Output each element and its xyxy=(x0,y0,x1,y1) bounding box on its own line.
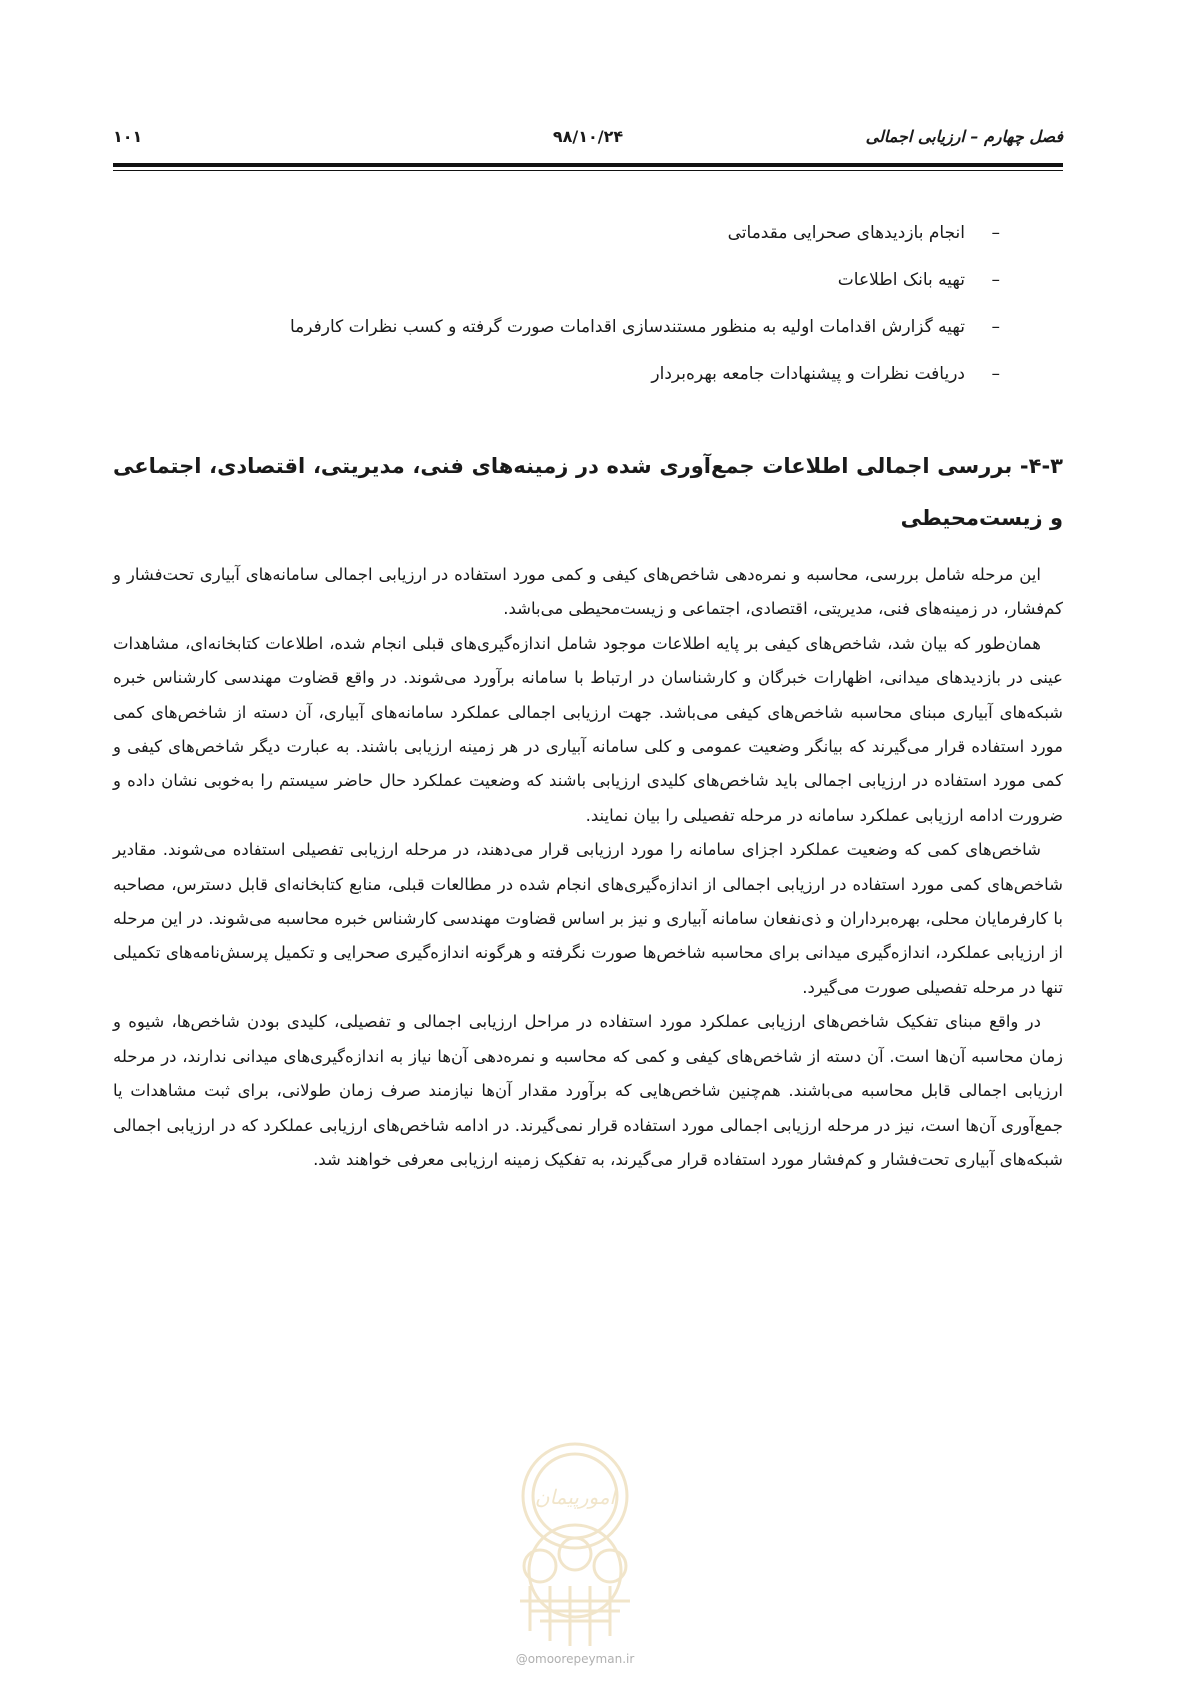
bullet-dash: – xyxy=(991,223,1000,243)
list-item xyxy=(140,312,1000,359)
chapter-title: فصل چهارم – ارزیابی اجمالی xyxy=(865,127,1063,146)
seal-text: امورپیمان xyxy=(534,1485,616,1509)
section-heading: ۴-۳- بررسی اجمالی اطلاعات جمع‌آوری شده در زمینه‌های فنی، مدیریتی، اقتصادی، اجتماعی و زیست‌محیطی xyxy=(113,454,1063,530)
list-item-text: تهیه گزارش اقدامات اولیه به منظور مستندسازی اقدامات صورت گرفته و کسب نظرات کارفرما xyxy=(289,317,965,337)
header-date: ۹۸/۱۰/۲۴ xyxy=(552,127,624,146)
bullet-dash: – xyxy=(991,317,1000,337)
header-rule-thick xyxy=(113,163,1063,167)
bullet-dash: – xyxy=(991,364,1000,384)
list-item xyxy=(140,218,1000,265)
paragraph: شاخص‌های کمی که وضعیت عملکرد اجزای سامانه را مورد ارزیابی قرار می‌دهند، در مرحله ارزیابی تفصیلی استفاده می‌شوند. مقادیر شاخص‌های کمی مورد استفاده در ارزیابی اجمالی از اندازه‌گیری‌های انجام شده در مطالعات قبلی، منابع کتابخانه‌ای قابل دسترس، مصاحبه با کارفرمایان محلی، بهره‌برداران و ذی‌نفعان سامانه آبیاری و نیز بر اساس قضاوت مهندسی کارشناس خبره محاسبه می‌شوند. در این مرحله از ارزیابی عملکرد، اندازه‌گیری میدانی برای محاسبه شاخص‌ها صورت نگرفته و هرگونه اندازه‌گیری صحرایی و تکمیل پرسش‌نامه‌های تکمیلی تنها در مرحله تفصیلی صورت می‌گیرد. xyxy=(113,840,1063,997)
paragraph: این مرحله شامل بررسی، محاسبه و نمره‌دهی شاخص‌های کیفی و کمی مورد استفاده در ارزیابی اجمالی سامانه‌های آبیاری تحت‌فشار و کم‌فشار، در زمینه‌های فنی، مدیریتی، اقتصادی، اجتماعی و زیست‌محیطی می‌باشد. xyxy=(113,565,1063,619)
running-header xyxy=(113,127,1063,151)
watermark-seal xyxy=(500,1436,650,1656)
paragraph: همان‌طور که بیان شد، شاخص‌های کیفی بر پایه اطلاعات موجود شامل اندازه‌گیری‌های قبلی انجام شده، اطلاعات کتابخانه‌ای، مشاهدات عینی در بازدیدهای میدانی، اظهارات خبرگان و کارشناسان در ارتباط با سامانه برآورد می‌شوند. در واقع قضاوت مهندسی کارشناس خبره شبکه‌های آبیاری مبنای محاسبه شاخص‌های کیفی می‌باشد. جهت ارزیابی اجمالی عملکرد سامانه‌های آبیاری، آن دسته از شاخص‌های کمی مورد استفاده قرار می‌گیرند که بیانگر وضعیت عمومی و کلی سامانه آبیاری در هر زمینه ارزیابی باشند. به عبارت دیگر شاخص‌های کیفی و کمی مورد استفاده در ارزیابی اجمالی باید شاخص‌های کلیدی ارزیابی باشند که وضعیت عملکرد حال حاضر سیستم را به‌خوبی نشان داده و ضرورت ادامه ارزیابی عملکرد سامانه در مرحله تفصیلی را بیان نمایند. xyxy=(113,633,1063,825)
paragraph: در واقع مبنای تفکیک شاخص‌های ارزیابی عملکرد مورد استفاده در مراحل ارزیابی اجمالی و تفصیلی، کلیدی بودن شاخص‌ها، شیوه و زمان محاسبه آن‌ها است. آن دسته از شاخص‌های کیفی و کمی که محاسبه و نمره‌دهی آن‌ها نیاز به اندازه‌گیری‌های میدانی ندارند، در مرحله ارزیابی اجمالی قابل محاسبه می‌باشند. هم‌چنین شاخص‌هایی که برآورد مقدار آن‌ها نیازمند صرف زمان طولانی، برای ثبت مشاهدات یا جمع‌آوری آن‌ها است، نیز در مرحله ارزیابی اجمالی مورد استفاده قرار نمی‌گیرند. در ادامه شاخص‌های ارزیابی عملکرد که در ارزیابی اجمالی شبکه‌های آبیاری تحت‌فشار و کم‌فشار مورد استفاده قرار می‌گیرند، به تفکیک زمینه ارزیابی معرفی خواهند شد. xyxy=(113,1012,1063,1169)
body-text xyxy=(113,558,1063,1177)
header-rule-thin xyxy=(113,170,1063,171)
watermark-caption: @omoorepeyman.ir xyxy=(515,1652,635,1666)
bullet-list xyxy=(140,218,1000,406)
bullet-dash: – xyxy=(991,270,1000,290)
list-item-text: دریافت نظرات و پیشنهادات جامعه بهره‌بردار xyxy=(651,364,965,384)
list-item-text: تهیه بانک اطلاعات xyxy=(837,270,965,290)
list-item xyxy=(140,265,1000,312)
page-number: ۱۰۱ xyxy=(113,127,143,146)
list-item-text: انجام بازدیدهای صحرایی مقدماتی xyxy=(727,223,965,243)
list-item xyxy=(140,359,1000,406)
